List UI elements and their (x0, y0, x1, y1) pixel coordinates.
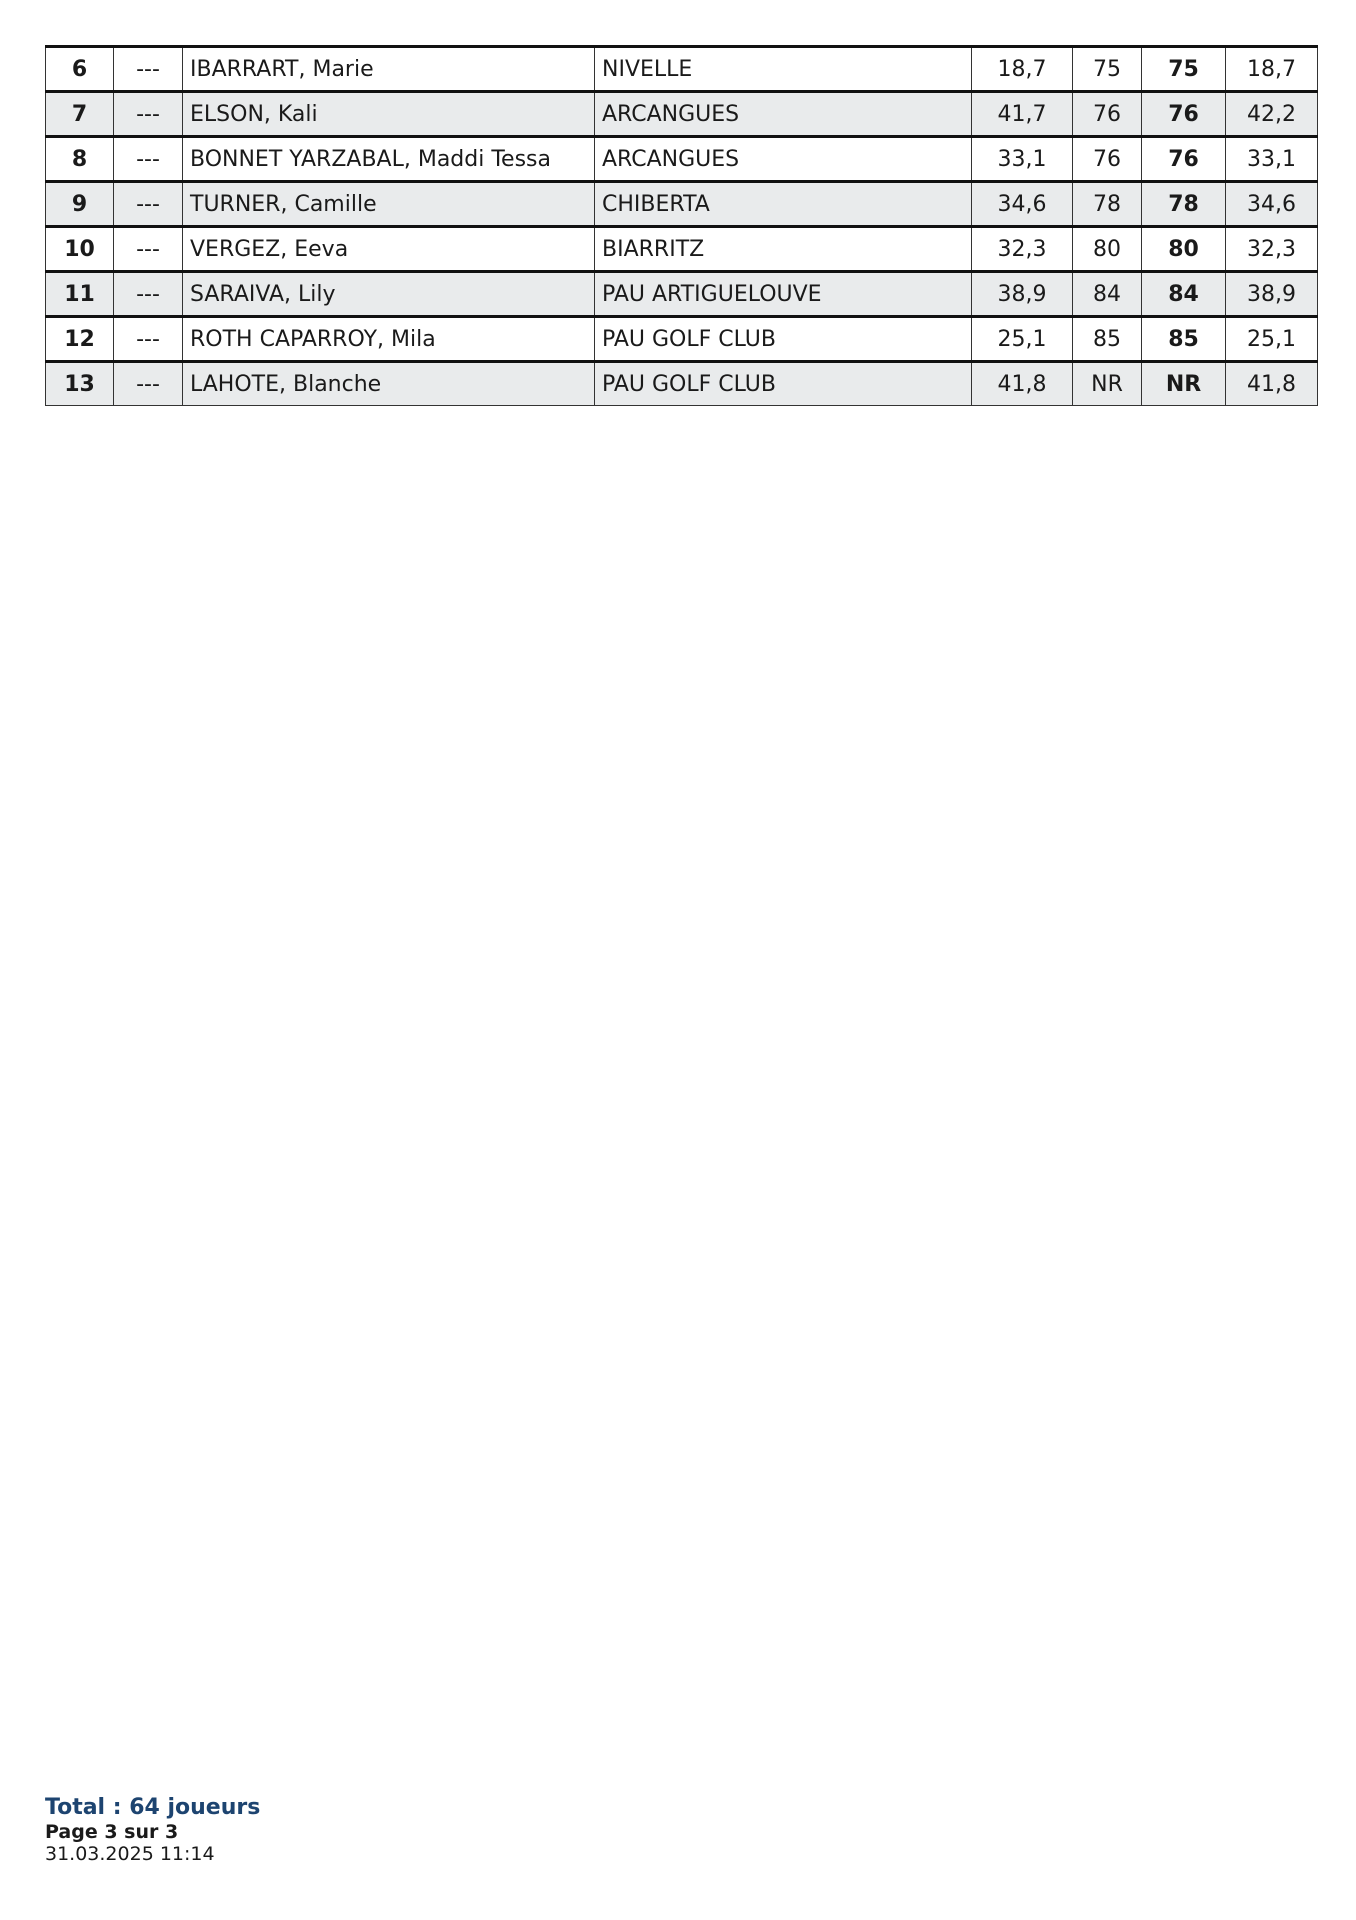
table-row (46, 227, 1318, 272)
cell-index: 41,8 (972, 362, 1073, 406)
cell-index: 33,1 (972, 137, 1073, 182)
cell-club: ARCANGUES (595, 92, 972, 137)
cell-player-name: BONNET YARZABAL, Maddi Tessa (183, 137, 595, 182)
cell-total: NR (1142, 362, 1226, 406)
table-row (46, 47, 1318, 92)
table-row (46, 182, 1318, 227)
cell-player-name: VERGEZ, Eeva (183, 227, 595, 272)
cell-club: CHIBERTA (595, 182, 972, 227)
cell-player-name: ROTH CAPARROY, Mila (183, 317, 595, 362)
cell-index: 41,7 (972, 92, 1073, 137)
page-number: Page 3 sur 3 (45, 1821, 179, 1843)
cell-rank: 7 (46, 92, 114, 137)
cell-rank: 8 (46, 137, 114, 182)
cell-total: 84 (1142, 272, 1226, 317)
cell-rank: 13 (46, 362, 114, 406)
cell-rank: 6 (46, 47, 114, 92)
cell-player-name: SARAIVA, Lily (183, 272, 595, 317)
cell-total: 76 (1142, 92, 1226, 137)
table-row (46, 137, 1318, 182)
page-footer (45, 1795, 260, 1865)
cell-score: 75 (1073, 47, 1142, 92)
results-table (45, 45, 1318, 406)
cell-total: 78 (1142, 182, 1226, 227)
cell-player-name: TURNER, Camille (183, 182, 595, 227)
cell-total: 80 (1142, 227, 1226, 272)
cell-index: 18,7 (972, 47, 1073, 92)
cell-club: PAU GOLF CLUB (595, 317, 972, 362)
cell-mark: --- (114, 362, 183, 406)
cell-index: 32,3 (972, 227, 1073, 272)
cell-mark: --- (114, 227, 183, 272)
cell-new-index: 42,2 (1226, 92, 1318, 137)
cell-club: PAU ARTIGUELOUVE (595, 272, 972, 317)
cell-total: 75 (1142, 47, 1226, 92)
cell-mark: --- (114, 137, 183, 182)
cell-new-index: 34,6 (1226, 182, 1318, 227)
cell-new-index: 18,7 (1226, 47, 1318, 92)
table-row (46, 362, 1318, 406)
cell-club: PAU GOLF CLUB (595, 362, 972, 406)
cell-player-name: IBARRART, Marie (183, 47, 595, 92)
table-row (46, 317, 1318, 362)
cell-player-name: ELSON, Kali (183, 92, 595, 137)
cell-score: 78 (1073, 182, 1142, 227)
cell-mark: --- (114, 317, 183, 362)
cell-score: 85 (1073, 317, 1142, 362)
cell-total: 85 (1142, 317, 1226, 362)
cell-score: 76 (1073, 137, 1142, 182)
cell-new-index: 32,3 (1226, 227, 1318, 272)
cell-score: 80 (1073, 227, 1142, 272)
cell-mark: --- (114, 272, 183, 317)
cell-club: ARCANGUES (595, 137, 972, 182)
cell-new-index: 25,1 (1226, 317, 1318, 362)
cell-club: BIARRITZ (595, 227, 972, 272)
cell-score: 84 (1073, 272, 1142, 317)
cell-new-index: 33,1 (1226, 137, 1318, 182)
total-players: Total : 64 joueurs (45, 1795, 261, 1820)
cell-rank: 9 (46, 182, 114, 227)
cell-mark: --- (114, 92, 183, 137)
cell-index: 38,9 (972, 272, 1073, 317)
cell-score: 76 (1073, 92, 1142, 137)
cell-new-index: 38,9 (1226, 272, 1318, 317)
cell-total: 76 (1142, 137, 1226, 182)
cell-rank: 11 (46, 272, 114, 317)
cell-score: NR (1073, 362, 1142, 406)
table-row (46, 272, 1318, 317)
cell-rank: 12 (46, 317, 114, 362)
cell-mark: --- (114, 182, 183, 227)
cell-new-index: 41,8 (1226, 362, 1318, 406)
cell-index: 34,6 (972, 182, 1073, 227)
cell-club: NIVELLE (595, 47, 972, 92)
cell-mark: --- (114, 47, 183, 92)
results-table-body (46, 47, 1318, 406)
cell-index: 25,1 (972, 317, 1073, 362)
cell-rank: 10 (46, 227, 114, 272)
table-row (46, 92, 1318, 137)
cell-player-name: LAHOTE, Blanche (183, 362, 595, 406)
print-date: 31.03.2025 11:14 (45, 1843, 215, 1865)
